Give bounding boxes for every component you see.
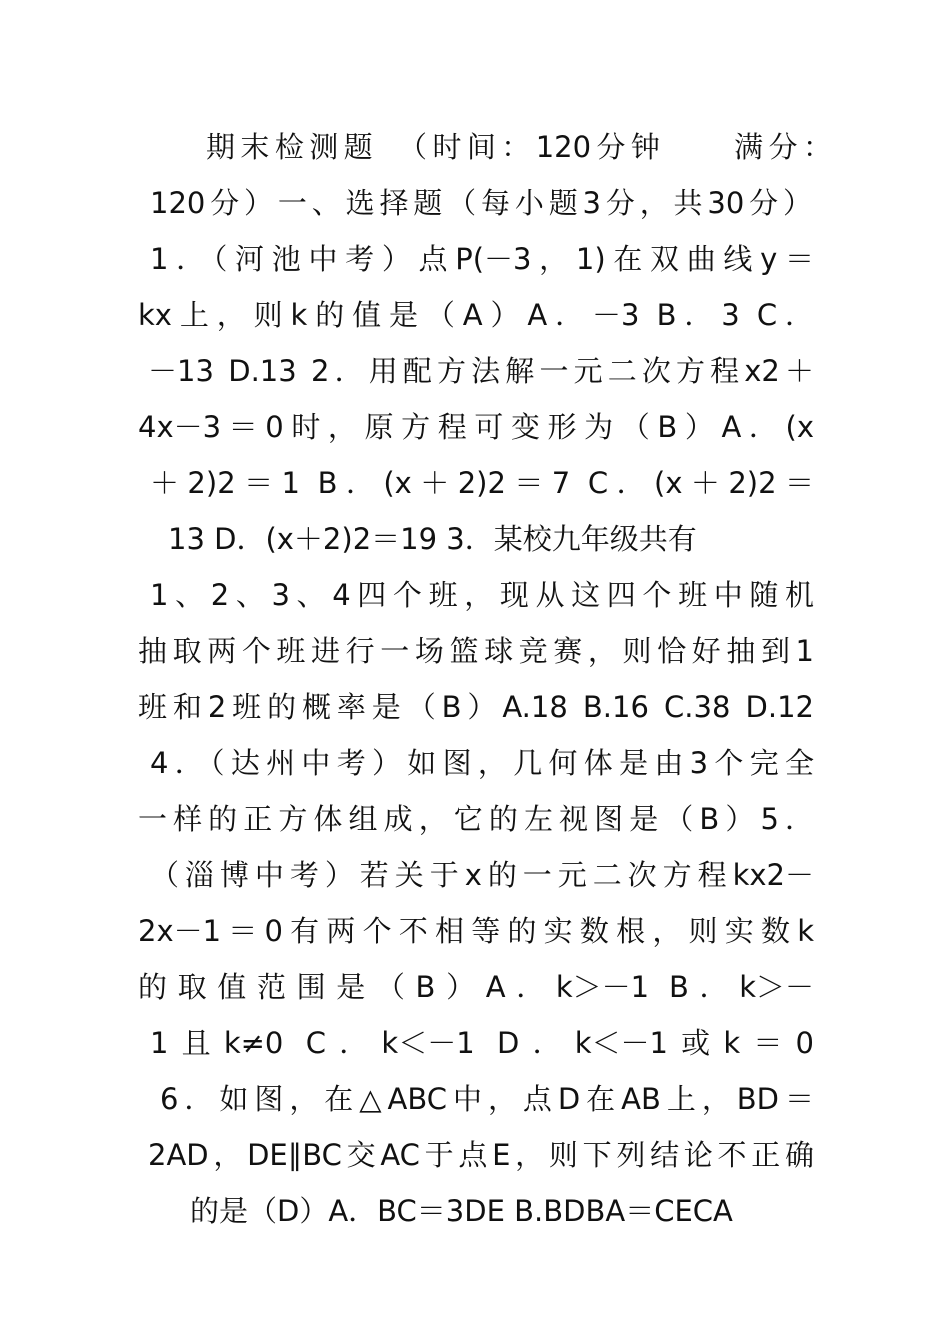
text-line-6: 4x－3＝0时，原方程可变形为（B）A．(x <box>138 410 814 444</box>
text-line-20: 的是（D）A．BC＝3DE B.BDBA＝CECA <box>190 1194 733 1228</box>
text-line-10: 抽取两个班进行一场篮球竞赛，则恰好抽到1 <box>138 634 814 668</box>
text-line-15: 2x－1＝0有两个不相等的实数根，则实数k <box>138 914 814 948</box>
text-line-8: 13 D．(x＋2)2＝19 3．某校九年级共有 <box>168 522 697 556</box>
text-line-5: －13 D.13 2．用配方法解一元二次方程x2＋ <box>148 354 814 388</box>
text-line-19: 2AD，DE∥BC交AC于点E，则下列结论不正确 <box>148 1138 814 1172</box>
text-line-16: 的取值范围是（B）A．k＞－1 B．k＞－ <box>138 970 814 1004</box>
text-line-12: 4．（达州中考）如图，几何体是由3个完全 <box>150 746 814 780</box>
text-line-3: 1．（河池中考）点P(－3，1)在双曲线y＝ <box>150 242 814 276</box>
text-line-4: kx上，则k的值是（A）A．－3 B．3 C． <box>138 298 814 332</box>
text-line-17: 1且k≠0 C．k＜－1 D．k＜－1或k＝0 <box>150 1026 814 1060</box>
text-line-2: 120分）一、选择题（每小题3分，共30分） <box>150 186 812 220</box>
text-line-7: ＋2)2＝1 B．(x＋2)2＝7 C．(x＋2)2＝ <box>150 466 814 500</box>
text-line-11: 班和2班的概率是（B）A.18 B.16 C.38 D.12 <box>138 690 814 724</box>
text-line-1: 期末检测题 （时间：120分钟 满分： <box>206 130 832 164</box>
text-line-13: 一样的正方体组成，它的左视图是（B）5． <box>138 802 814 836</box>
text-line-18: 6．如图，在△ABC中，点D在AB上，BD＝ <box>160 1082 814 1116</box>
text-line-14: （淄博中考）若关于x的一元二次方程kx2－ <box>150 858 814 892</box>
text-line-9: 1、2、3、4四个班，现从这四个班中随机 <box>150 578 814 612</box>
